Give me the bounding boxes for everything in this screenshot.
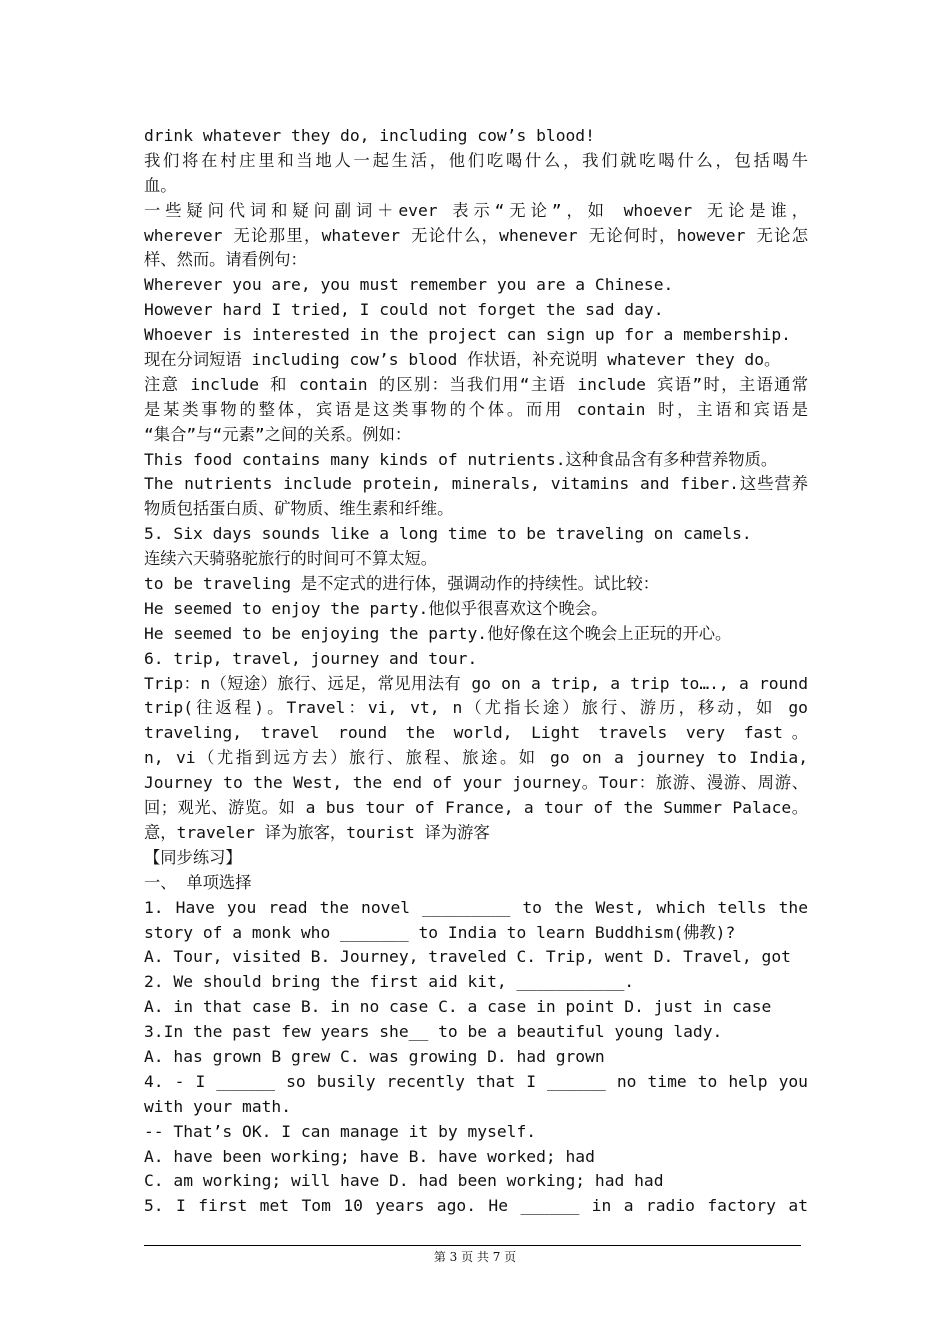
text-line: Whoever is interested in the project can sign up for a membership. (144, 325, 791, 345)
text-line: n, vi（尤指到远方去）旅行、旅程、旅途。如 go on a journey to India, (144, 748, 808, 768)
text-line: traveling, travel round the world, Light travels very fast。 (144, 723, 808, 743)
text-line: 回；观光、游览。如 a bus tour of France, a tour of the Summer Palace。 (144, 798, 808, 818)
text-line: A. have been working; have B. have worked; had (144, 1146, 595, 1166)
text-line: “集合”与“元素”之间的关系。例如： (144, 424, 412, 444)
footer-divider (144, 1245, 801, 1246)
text-line: 5. I first met Tom 10 years ago. He ______ in a radio factory at (144, 1196, 808, 1216)
text-line: 是某类事物的整体，宾语是这类事物的个体。而用 contain 时，主语和宾语是 (144, 399, 808, 419)
text-line: 样、然而。请看例句： (144, 250, 307, 270)
text-line: 我们将在村庄里和当地人一起生活，他们吃喝什么，我们就吃喝什么，包括喝牛 (144, 150, 808, 170)
text-line: C. am working; will have D. had been working; had had (144, 1171, 664, 1191)
text-line: A. in that case B. in no case C. a case in point D. just in case (144, 997, 772, 1017)
text-line: 一、 单项选择 (144, 872, 252, 892)
text-line: 4. - I ______ so busily recently that I ______ no time to help you (144, 1071, 808, 1091)
text-line: -- That’s OK. I can manage it by myself. (144, 1121, 537, 1141)
text-line: Journey to the West, the end of your journey。Tour：旅游、漫游、周游、 (144, 773, 808, 793)
text-line: 物质包括蛋白质、矿物质、维生素和纤维。 (144, 499, 454, 519)
text-line: story of a monk who _______ to India to learn Buddhism(佛教)? (144, 922, 736, 942)
text-line: trip(往返程)。Travel：vi, vt, n（尤指长途）旅行、游历，移动，如 go (144, 698, 808, 718)
text-line: He seemed to be enjoying the party.他好像在这个晚会上正玩的开心。 (144, 623, 732, 643)
text-line: This food contains many kinds of nutrients.这种食品含有多种营养物质。 (144, 449, 778, 469)
text-line: Wherever you are, you must remember you are a Chinese. (144, 275, 674, 295)
document-body (144, 124, 808, 1219)
text-line: 2. We should bring the first aid kit, ___________. (144, 972, 635, 992)
text-line: drink whatever they do, including cow’s blood! (144, 126, 595, 145)
text-line: 意，traveler 译为旅客，tourist 译为游客 (144, 822, 490, 842)
text-line: wherever 无论那里，whatever 无论什么，whenever 无论何时，however 无论怎 (144, 225, 808, 245)
page-number-footer: 第 3 页 共 7 页 (433, 1250, 517, 1264)
text-line: 连续六天骑骆驼旅行的时间可不算太短。 (144, 549, 438, 569)
text-line: A. has grown B grew C. was growing D. had grown (144, 1046, 605, 1066)
text-line: 【同步练习】 (144, 847, 242, 867)
text-line: However hard I tried, I could not forget the sad day. (144, 300, 664, 320)
text-line: with your math. (144, 1096, 292, 1116)
text-line: 注意 include 和 contain 的区别：当我们用“主语 include 宾语”时，主语通常 (144, 374, 808, 394)
text-line: The nutrients include protein, minerals, vitamins and fiber.这些营养 (144, 474, 808, 494)
text-line: 5. Six days sounds like a long time to be traveling on camels. (144, 524, 752, 544)
text-line: 6. trip, travel, journey and tour. (144, 648, 478, 668)
text-line: 现在分词短语 including cow’s blood 作状语，补充说明 whatever they do。 (144, 350, 781, 370)
text-line: Trip：n（短途）旅行、远足，常见用法有 go on a trip, a trip to…., a round (144, 673, 808, 693)
text-line: 3.In the past few years she__ to be a beautiful young lady. (144, 1022, 723, 1042)
text-line: 1. Have you read the novel _________ to the West, which tells the (144, 897, 808, 917)
text-line: A. Tour, visited B. Journey, traveled C. Trip, went D. Travel, got (144, 947, 791, 967)
text-line: to be traveling 是不定式的进行体，强调动作的持续性。试比较： (144, 574, 660, 594)
text-line: He seemed to enjoy the party.他似乎很喜欢这个晚会。 (144, 598, 608, 618)
text-line: 血。 (144, 175, 177, 195)
text-line: 一些疑问代词和疑问副词＋ever 表示“无论”，如 whoever 无论是谁， (144, 200, 808, 220)
